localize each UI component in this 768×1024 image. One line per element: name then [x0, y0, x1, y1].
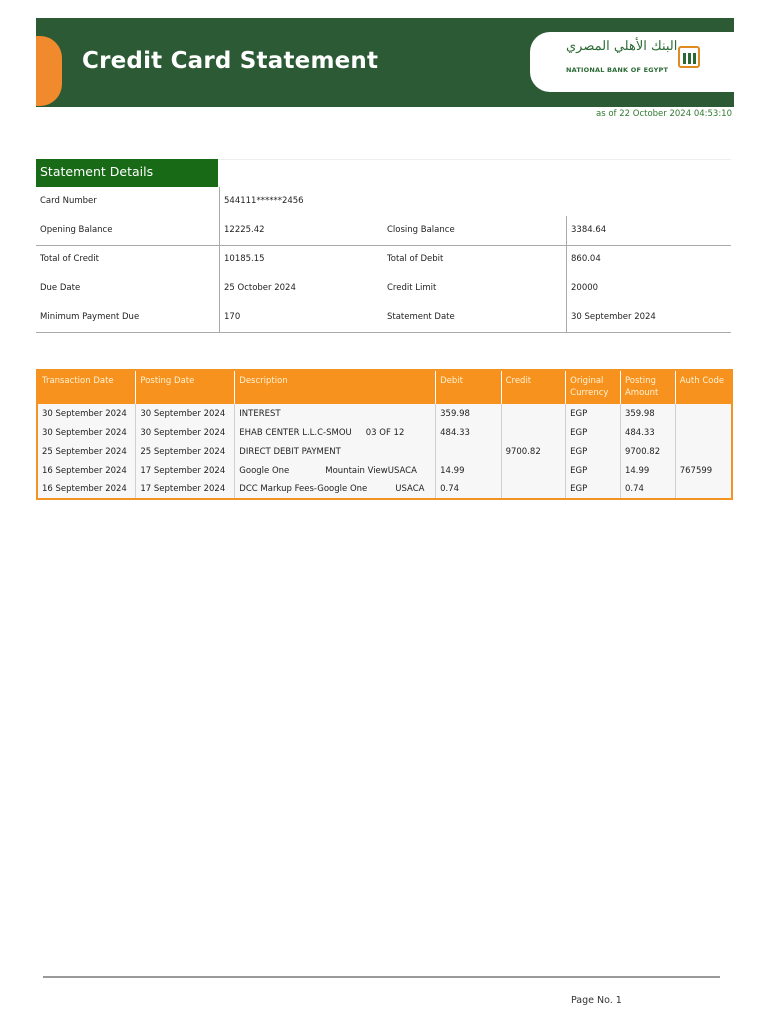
min-payment-label: Minimum Payment Due	[40, 312, 140, 322]
detail-row-payment	[36, 303, 731, 332]
closing-balance-label: Closing Balance	[387, 225, 455, 235]
detail-row-due	[36, 274, 731, 303]
transaction-date: 16 September 2024	[37, 480, 136, 499]
table-row	[37, 480, 732, 499]
debit: 484.33	[436, 423, 501, 442]
transactions-table	[36, 369, 733, 500]
due-date-value: 25 October 2024	[219, 274, 383, 303]
credit-limit-label: Credit Limit	[387, 283, 437, 293]
due-date-label: Due Date	[40, 283, 81, 293]
statement-date-value: 30 September 2024	[566, 303, 731, 332]
posting-date: 17 September 2024	[136, 461, 235, 480]
col-transaction-date: Transaction Date	[37, 370, 136, 404]
transaction-date: 25 September 2024	[37, 442, 136, 461]
opening-balance-value: 12225.42	[219, 216, 383, 245]
debit: 0.74	[436, 480, 501, 499]
posting-date: 30 September 2024	[136, 404, 235, 423]
bank-name-arabic: البنك الأهلي المصري	[566, 39, 678, 54]
total-credit-label: Total of Credit	[40, 254, 100, 264]
original-currency: EGP	[566, 442, 621, 461]
auth-code	[675, 423, 732, 442]
table-row	[37, 404, 732, 423]
statement-date-label: Statement Date	[387, 312, 455, 322]
col-description: Description	[235, 370, 436, 404]
col-posting-amount: Posting Amount	[620, 370, 675, 404]
auth-code	[675, 442, 732, 461]
description: Google One Mountain ViewUSACA	[235, 461, 436, 480]
min-payment-value: 170	[219, 303, 383, 332]
header-banner	[36, 18, 734, 107]
original-currency: EGP	[566, 480, 621, 499]
description: EHAB CENTER L.L.C-SMOU 03 OF 12	[235, 423, 436, 442]
transaction-date: 30 September 2024	[37, 423, 136, 442]
col-debit: Debit	[436, 370, 501, 404]
posting-date: 17 September 2024	[136, 480, 235, 499]
col-credit: Credit	[501, 370, 566, 404]
posting-amount: 359.98	[620, 404, 675, 423]
auth-code	[675, 404, 732, 423]
table-row	[37, 442, 732, 461]
page-title: Credit Card Statement	[82, 48, 379, 74]
credit: 9700.82	[501, 442, 566, 461]
table-row	[37, 423, 732, 442]
debit: 14.99	[436, 461, 501, 480]
bank-emblem-icon	[678, 46, 700, 68]
transaction-date: 30 September 2024	[37, 404, 136, 423]
credit	[501, 461, 566, 480]
original-currency: EGP	[566, 404, 621, 423]
col-auth-code: Auth Code	[675, 370, 732, 404]
page-number: Page No. 1	[571, 995, 622, 1006]
posting-amount: 9700.82	[620, 442, 675, 461]
credit	[501, 480, 566, 499]
statement-details-heading: Statement Details	[36, 159, 218, 187]
debit: 359.98	[436, 404, 501, 423]
closing-balance-value: 3384.64	[566, 216, 731, 245]
auth-code: 767599	[675, 461, 732, 480]
posting-date: 30 September 2024	[136, 423, 235, 442]
transaction-date: 16 September 2024	[37, 461, 136, 480]
credit	[501, 404, 566, 423]
col-original-currency: Original Currency	[566, 370, 621, 404]
total-debit-value: 860.04	[566, 245, 731, 274]
as-of-timestamp: as of 22 October 2024 04:53:10	[596, 109, 732, 119]
detail-row-totals	[36, 245, 731, 274]
description: INTEREST	[235, 404, 436, 423]
posting-amount: 484.33	[620, 423, 675, 442]
credit-limit-value: 20000	[566, 274, 731, 303]
posting-date: 25 September 2024	[136, 442, 235, 461]
posting-amount: 0.74	[620, 480, 675, 499]
credit	[501, 423, 566, 442]
opening-balance-label: Opening Balance	[40, 225, 113, 235]
bank-name-english: NATIONAL BANK OF EGYPT	[566, 66, 669, 74]
detail-row-card-number	[36, 187, 731, 216]
table-row	[37, 461, 732, 480]
total-debit-label: Total of Debit	[387, 254, 444, 264]
table-header-row	[37, 370, 732, 404]
posting-amount: 14.99	[620, 461, 675, 480]
original-currency: EGP	[566, 423, 621, 442]
card-number-value: 544111******2456	[219, 187, 383, 216]
description: DCC Markup Fees-Google One USACA	[235, 480, 436, 499]
bank-logo	[530, 32, 734, 92]
description: DIRECT DEBIT PAYMENT	[235, 442, 436, 461]
auth-code	[675, 480, 732, 499]
original-currency: EGP	[566, 461, 621, 480]
banner-accent	[36, 36, 62, 106]
card-number-label: Card Number	[40, 196, 97, 206]
col-posting-date: Posting Date	[136, 370, 235, 404]
debit	[436, 442, 501, 461]
detail-row-balances	[36, 216, 731, 245]
footer-divider	[43, 976, 720, 978]
total-credit-value: 10185.15	[219, 245, 383, 274]
